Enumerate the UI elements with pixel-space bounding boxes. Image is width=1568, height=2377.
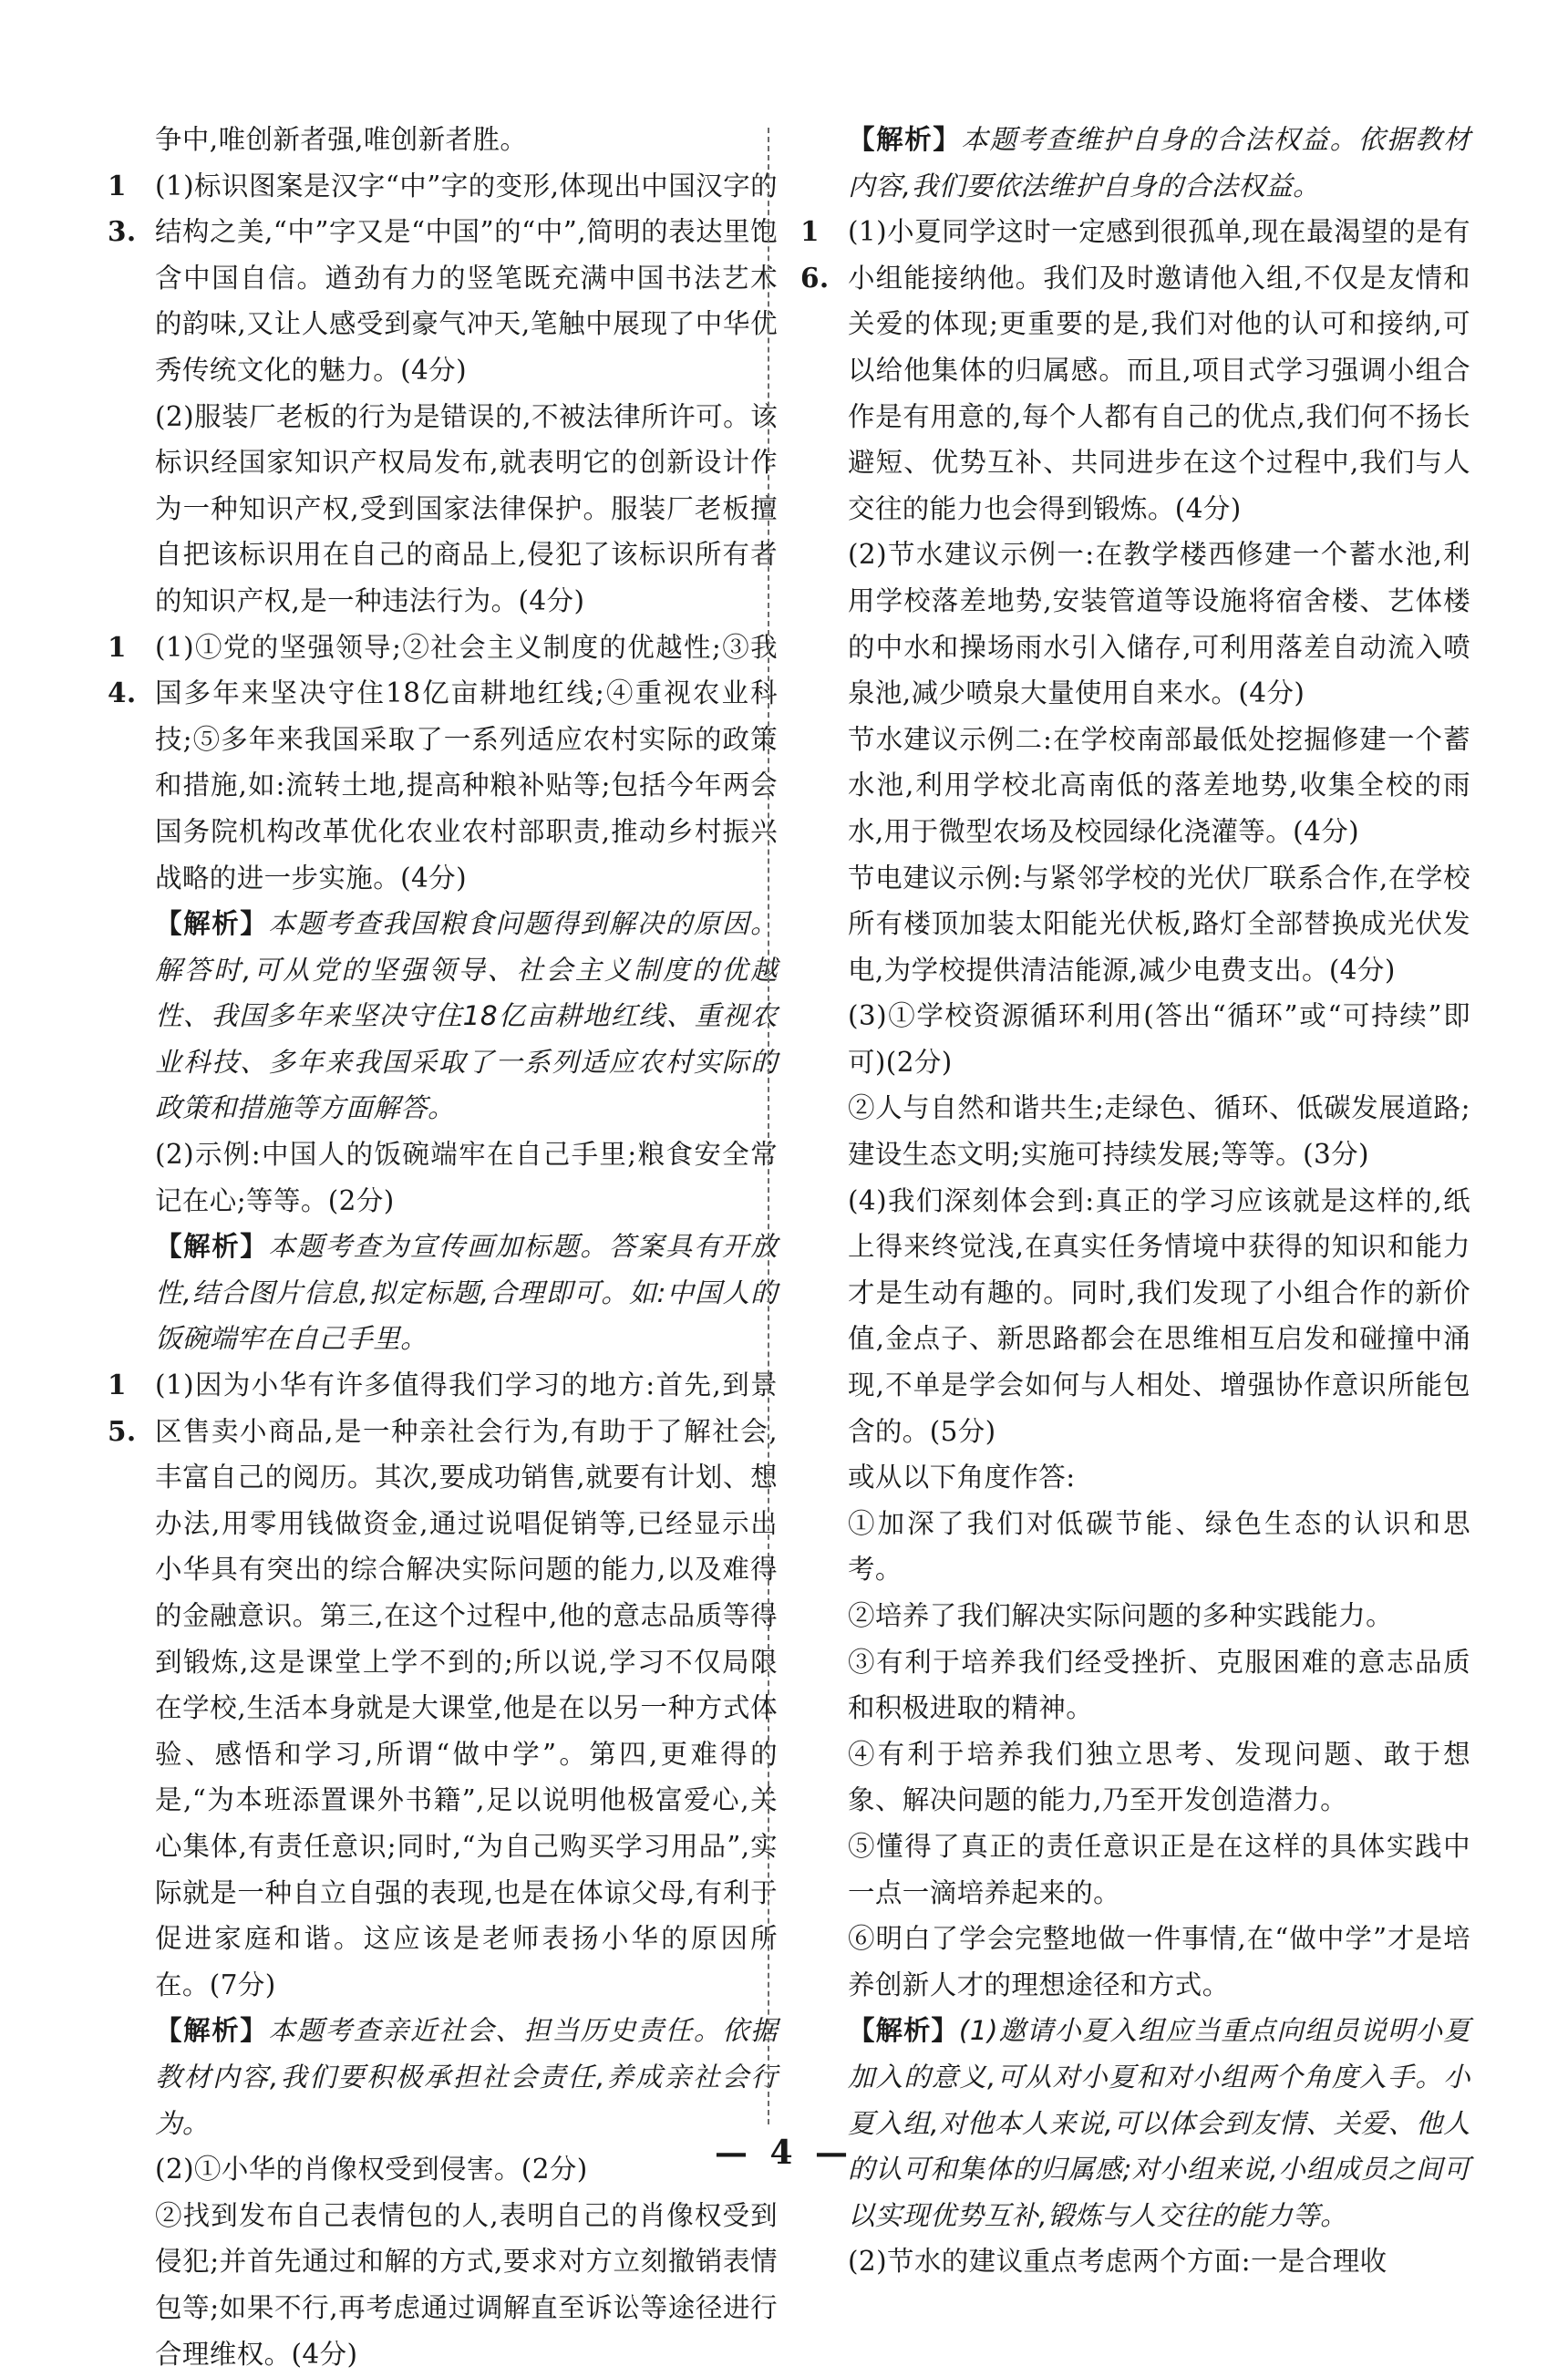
question-answer xyxy=(108,625,778,902)
answer-text: ⑤懂得了真正的责任意识正是在这样的具体实践中一点一滴培养起来的。 xyxy=(848,1830,1470,1908)
answer-text: ②人与自然和谐共生;走绿色、循环、低碳发展道路;建设生态文明;实施可持续发展;等等。(3分) xyxy=(848,1092,1470,1171)
question-answer xyxy=(108,1362,778,2008)
answer-paragraph xyxy=(108,1132,778,1224)
answer-paragraph xyxy=(800,1454,1470,1501)
analysis-text: 本题考查我国粮食问题得到解决的原因。解答时,可从党的坚强领导、社会主义制度的优越性、我国多年来坚决守住18亿亩耕地红线、重视农业科技、多年来我国采取了一系列适应农村实际的政策和措施等方面解答。 xyxy=(155,908,778,1124)
left-column xyxy=(108,117,778,2377)
page-number: — 4 — xyxy=(714,2134,854,2172)
question-number: 15. xyxy=(108,1369,137,1447)
question-answer xyxy=(800,209,1470,532)
answer-paragraph xyxy=(800,1593,1470,1639)
answer-paragraph xyxy=(800,993,1470,1085)
column-divider xyxy=(768,128,769,2124)
answer-paragraph xyxy=(800,1916,1470,2008)
answer-text: (1)标识图案是汉字“中”字的变形,体现出中国汉字的结构之美,“中”字又是“中国”的“中”,简明的表达里饱含中国自信。遒劲有力的竖笔既充满中国书法艺术的韵味,又让人感受到豪气冲天,笔触中展现了中华优秀传统文化的魅力。(4分) xyxy=(155,170,778,386)
answer-text: 或从以下角度作答: xyxy=(848,1462,1076,1493)
answer-paragraph xyxy=(800,1639,1470,1731)
answer-text: 节水建议示例二:在学校南部最低处挖掘修建一个蓄水池,利用学校北高南低的落差地势,收集全校的雨水,用于微型农场及校园绿化浇灌等。(4分) xyxy=(848,723,1470,847)
answer-text: (2)①小华的肖像权受到侵害。(2分) xyxy=(155,2154,588,2186)
answer-text: ②找到发布自己表情包的人,表明自己的肖像权受到侵犯;并首先通过和解的方式,要求对方立刻撤销表情包等;如果不行,再考虑通过调解直至诉讼等途径进行合理维权。(4分) xyxy=(155,2199,778,2370)
analysis-paragraph xyxy=(800,117,1470,209)
answer-paragraph xyxy=(800,1731,1470,1824)
answer-text: (4)我们深刻体会到:真正的学习应该就是这样的,纸上得来终觉浅,在真实任务情境中获得的知识和能力才是生动有趣的。同时,我们发现了小组合作的新价值,金点子、新思路都会在思维相互启发和碰撞中涌现,不单是学会如何与人相处、增强协作意识所能包含的。(5分) xyxy=(848,1184,1470,1447)
answer-text: ③有利于培养我们经受挫折、克服困难的意志品质和积极进取的精神。 xyxy=(848,1646,1470,1724)
answer-paragraph xyxy=(800,717,1470,855)
answer-text: (2)示例:中国人的饭碗端牢在自己手里;粮食安全常记在心;等等。(2分) xyxy=(155,1139,778,1216)
analysis-text: 本题考查亲近社会、担当历史责任。依据教材内容,我们要积极承担社会责任,养成亲社会行为。 xyxy=(155,2015,778,2139)
analysis-paragraph xyxy=(108,2008,778,2146)
answer-text: (1)小夏同学这时一定感到很孤单,现在最渴望的是有小组能接纳他。我们及时邀请他入组,不仅是友情和关爱的体现;更重要的是,我们对他的认可和接纳,可以给他集体的归属感。而且,项目式学习强调小组合作是有用意的,每个人都有自己的优点,我们何不扬长避短、优势互补、共同进步在这个过程中,我们与人交往的能力也会得到锻炼。(4分) xyxy=(848,216,1470,524)
analysis-label: 【解析】 xyxy=(155,1231,269,1263)
answer-text: 节电建议示例:与紧邻学校的光伏厂联系合作,在学校所有楼顶加装太阳能光伏板,路灯全部替换成光伏发电,为学校提供清洁能源,减少电费支出。(4分) xyxy=(848,862,1470,986)
answer-paragraph xyxy=(800,532,1470,716)
answer-paragraph xyxy=(108,2193,778,2377)
answer-text: (1)①党的坚强领导;②社会主义制度的优越性;③我国多年来坚决守住18亿亩耕地红线;④重视农业科技;⑤多年来我国采取了一系列适应农村实际的政策和措施,如:流转土地,提高种粮补贴等;包括今年两会国务院机构改革优化农业农村部职责,推动乡村振兴战略的进一步实施。(4分) xyxy=(155,631,778,894)
analysis-label: 【解析】 xyxy=(155,2015,269,2047)
right-column xyxy=(800,117,1470,2285)
question-number: 14. xyxy=(108,630,137,709)
answer-paragraph xyxy=(108,117,778,163)
analysis-text: 本题考查维护自身的合法权益。依据教材内容,我们要依法维护自身的合法权益。 xyxy=(848,124,1470,202)
answer-text: (3)①学校资源循环利用(答出“循环”或“可持续”即可)(2分) xyxy=(848,1000,1470,1078)
answer-text: (2)服装厂老板的行为是错误的,不被法律所许可。该标识经国家知识产权局发布,就表明它的创新设计作为一种知识产权,受到国家法律保护。服装厂老板擅自把该标识用在自己的商品上,侵犯了该标识所有者的知识产权,是一种违法行为。(4分) xyxy=(155,400,778,616)
answer-text: (2)节水建议示例一:在教学楼西修建一个蓄水池,利用学校落差地势,安装管道等设施将宿舍楼、艺体楼的中水和操场雨水引入储存,可利用落差自动流入喷泉池,减少喷泉大量使用自来水。(4分) xyxy=(848,539,1470,709)
answer-paragraph xyxy=(800,2238,1470,2285)
analysis-label: 【解析】 xyxy=(155,908,269,940)
answer-text: ④有利于培养我们独立思考、发现问题、敢于想象、解决问题的能力,乃至开发创造潜力。 xyxy=(848,1738,1470,1816)
question-answer xyxy=(108,163,778,394)
answer-paragraph xyxy=(108,394,778,625)
analysis-paragraph xyxy=(108,1224,778,1362)
answer-paragraph xyxy=(800,1178,1470,1455)
analysis-paragraph xyxy=(800,2008,1470,2238)
answer-paragraph xyxy=(800,1501,1470,1593)
answer-text: 争中,唯创新者强,唯创新者胜。 xyxy=(155,124,528,155)
analysis-text: 本题考查为宣传画加标题。答案具有开放性,结合图片信息,拟定标题,合理即可。如:中国人的饭碗端牢在自己手里。 xyxy=(155,1231,778,1355)
answer-paragraph xyxy=(800,1085,1470,1177)
analysis-text: (1)邀请小夏入组应当重点向组员说明小夏加入的意义,可从对小夏和对小组两个角度入手。小夏入组,对他本人来说,可以体会到友情、关爱、他人的认可和集体的归属感;对小组来说,小组成员之间可以实现优势互补,锻炼与人交往的能力等。 xyxy=(848,2015,1470,2231)
analysis-label: 【解析】 xyxy=(848,124,962,155)
answer-text: ①加深了我们对低碳节能、绿色生态的认识和思考。 xyxy=(848,1507,1470,1586)
answer-text: ②培养了我们解决实际问题的多种实践能力。 xyxy=(848,1600,1394,1631)
answer-text: (2)节水的建议重点考虑两个方面:一是合理收 xyxy=(848,2246,1387,2278)
answer-paragraph xyxy=(800,1824,1470,1916)
answer-text: ⑥明白了学会完整地做一件事情,在“做中学”才是培养创新人才的理想途径和方式。 xyxy=(848,1923,1470,2000)
analysis-label: 【解析】 xyxy=(848,2015,959,2047)
question-number: 13. xyxy=(108,169,137,248)
answer-paragraph xyxy=(800,855,1470,994)
answer-text: (1)因为小华有许多值得我们学习的地方:首先,到景区售卖小商品,是一种亲社会行为,有助于了解社会,丰富自己的阅历。其次,要成功销售,就要有计划、想办法,用零用钱做资金,通过说唱促销等,已经显示出小华具有突出的综合解决实际问题的能力,以及难得的金融意识。第三,在这个过程中,他的意志品质等得到锻炼,这是课堂上学不到的;所以说,学习不仅局限在学校,生活本身就是大课堂,他是在以另一种方式体验、感悟和学习,所谓“做中学”。第四,更难得的是,“为本班添置课外书籍”,足以说明他极富爱心,关心集体,有责任意识;同时,“为自己购买学习用品”,实际就是一种自立自强的表现,也是在体谅父母,有利于促进家庭和谐。这应该是老师表扬小华的原因所在。(7分) xyxy=(155,1369,778,2000)
analysis-paragraph xyxy=(108,901,778,1132)
question-number: 16. xyxy=(800,215,830,294)
